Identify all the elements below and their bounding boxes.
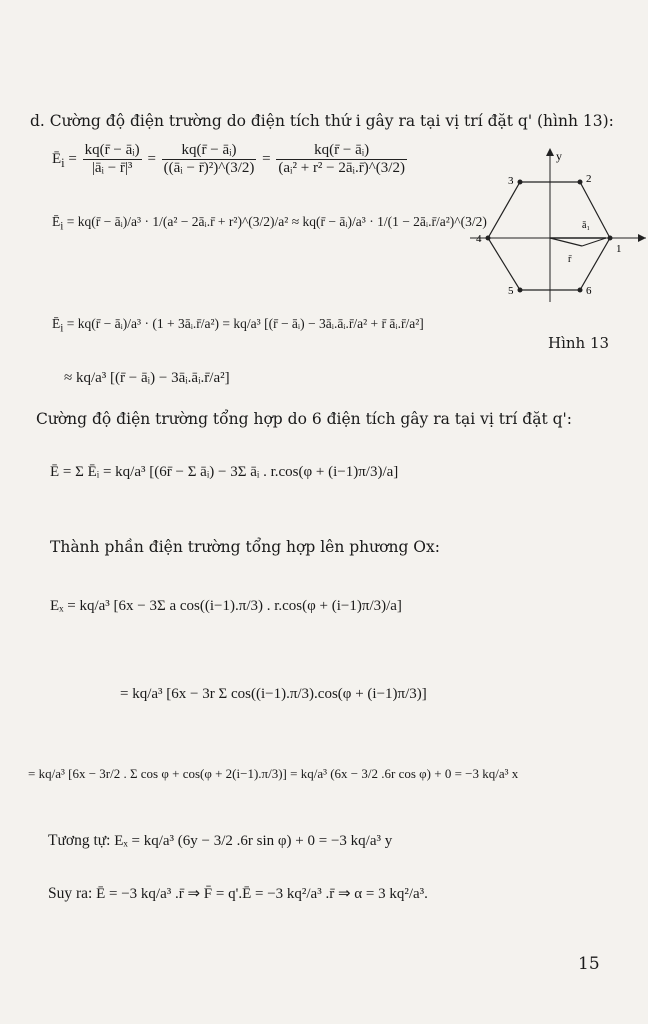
figure-13-hexagon <box>470 142 648 312</box>
vertex-6 <box>578 288 583 293</box>
eq9-text: Eₓ = kq/a³ (6y − 3/2 .6r sin φ) + 0 = −3 kq/a³ y <box>114 833 393 849</box>
x-axis-arrow-icon <box>638 234 646 242</box>
vertex-label-2: 2 <box>586 173 592 185</box>
eq1-fraction-c <box>276 142 407 177</box>
figure-caption: Hình 13 <box>548 334 610 352</box>
vertex-label-6: 6 <box>586 285 592 297</box>
page-number: 15 <box>578 954 600 974</box>
equation-7: = kq/a³ [6x − 3r Σ cos((i−1).π/3).cos(φ + (i−1)π/3)] <box>120 686 427 702</box>
vector-r <box>550 238 582 246</box>
eq2-text: = kq(r̄ − āᵢ)/a³ · 1/(a² − 2āᵢ.r̄ + r²)^(3/2)/a² ≈ kq(r̄ − āᵢ)/a³ · 1/(1 − 2āᵢ.r̄/a²)^(3/2) <box>66 214 487 229</box>
eq10-text: Ē = −3 kq/a³ .r̄ ⇒ F̄ = q'.Ē = −3 kq²/a³ .r̄ ⇒ α = 3 kq²/a³. <box>96 886 428 902</box>
vertex-label-5: 5 <box>508 285 514 297</box>
vertex-4 <box>486 236 491 241</box>
vector-a1-label: ā₁ <box>582 220 590 231</box>
vertex-5 <box>518 288 523 293</box>
vertex-3 <box>518 180 523 185</box>
eq1-lhs: Ē <box>52 150 62 167</box>
axis-y-label: y <box>556 149 562 163</box>
equation-4: ≈ kq/a³ [(r̄ − āᵢ) − 3āᵢ.āᵢ.r̄/a²] <box>64 370 230 386</box>
section-heading: d. Cường độ điện trường do điện tích thứ i gây ra tại vị trí đặt q' (hình 13): <box>30 112 614 130</box>
hexagon-diagram <box>470 142 648 312</box>
equation-8: = kq/a³ [6x − 3r/2 . Σ cos φ + cos(φ + 2(i−1).π/3)] = kq/a³ (6x − 3/2 .6r cos φ) + 0 = −3 kq/a³ x <box>28 766 519 781</box>
component-heading: Thành phần điện trường tổng hợp lên phương Ox: <box>50 538 440 556</box>
vertex-label-3: 3 <box>508 175 514 187</box>
eq1-frac-c-den: (aᵢ² + r² − 2āᵢ.r̄)^(3/2) <box>278 160 405 176</box>
vertex-2 <box>578 180 583 185</box>
eq1-frac-c-num: kq(r̄ − āᵢ) <box>314 142 370 158</box>
similar-label: Tương tự: <box>48 832 111 849</box>
equation-2: $Ē_i$ = kq(r̄ − āᵢ)/a³ · 1/(a² − 2āᵢ.r̄ + r²)^(3/2)/a² ≈ kq(r̄ − āᵢ)/a³ · 1/(1 − 2āᵢ.r̄/a²)^(3/2) <box>52 214 487 233</box>
equation-6: Eₓ = kq/a³ [6x − 3Σ a cos((i−1).π/3) . r.cos(φ + (i−1)π/3)/a] <box>50 598 402 614</box>
equation-10 <box>48 884 428 903</box>
vector-difference <box>582 238 606 246</box>
vertex-1 <box>608 236 613 241</box>
equation-3: $Ē_i$ = kq(r̄ − āᵢ)/a³ · (1 + 3āᵢ.r̄/a²) = kq/a³ [(r̄ − āᵢ) − 3āᵢ.āᵢ.r̄/a² + r̄ āᵢ.r̄/a²] <box>52 316 424 335</box>
eq1-fraction-a <box>83 142 142 177</box>
vector-r-label: r̄ <box>568 254 572 265</box>
equation-1: $Ē_i$ = $\frac{\text{kq(r̄ − āᵢ)}}{\text{|āᵢ − r̄|³}}$ = $\frac{\text{kq(r̄ − āᵢ)}}{\text{((āᵢ − r̄)²)\textasciicircum{}(3/2)}}$ = $\frac{\text{kq(r̄ − āᵢ)}}{\text{(aᵢ² + r² − 2āᵢ.r̄)\textasciicircum{}(3/2)}}$ <box>52 142 405 176</box>
hexagon <box>488 182 610 290</box>
eq1-frac-b-num: kq(r̄ − āᵢ) <box>181 142 237 158</box>
conclusion-label: Suy ra: <box>48 885 93 902</box>
eq1-frac-a-den: |āᵢ − r̄|³ <box>83 159 142 177</box>
equation-5: Ē = Σ Ēᵢ = kq/a³ [(6r̄ − Σ āᵢ) − 3Σ āᵢ . r.cos(φ + (i−1)π/3)/a] <box>50 464 399 480</box>
eq1-frac-b-den: ((āᵢ − r̄)²)^(3/2) <box>163 160 255 176</box>
vertex-label-1: 1 <box>616 243 622 255</box>
equation-9 <box>48 832 392 850</box>
total-field-heading: Cường độ điện trường tổng hợp do 6 điện tích gây ra tại vị trí đặt q': <box>36 410 573 428</box>
eq1-frac-a-num: kq(r̄ − āᵢ) <box>84 142 140 158</box>
y-axis-arrow-icon <box>546 148 554 156</box>
eq3-text: = kq(r̄ − āᵢ)/a³ · (1 + 3āᵢ.r̄/a²) = kq/a³ [(r̄ − āᵢ) − 3āᵢ.āᵢ.r̄/a² + r̄ āᵢ.r̄/a²] <box>66 316 424 331</box>
eq1-fraction-b <box>162 142 257 177</box>
vertex-label-4: 4 <box>476 233 482 245</box>
